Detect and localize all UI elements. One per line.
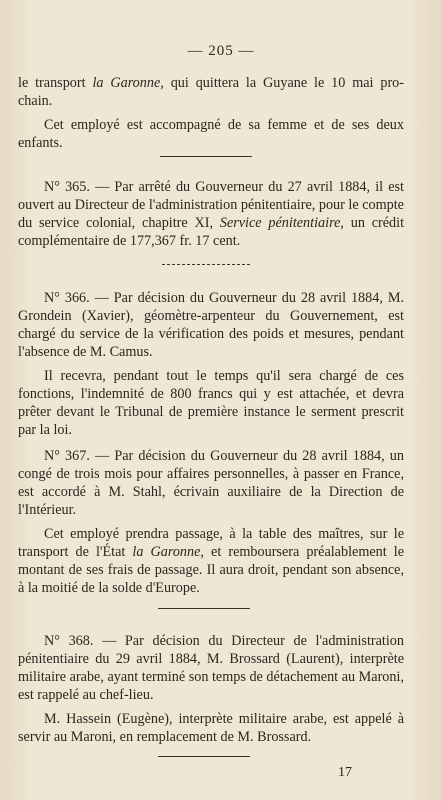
continuation-block	[18, 74, 404, 152]
entry-366-paragraph-2: Il recevra, pendant tout le temps qu'il sera chargé de ces fonctions, l'indemnité de 800 francs qui y est attachée, et devra prêter devant le Tribunal de première instance le serment prescrit par la loi.	[18, 368, 404, 438]
entry-365-text	[18, 178, 404, 250]
entry-367-paragraph-1: N° 367. — Par décision du Gouverneur du 28 avril 1884, un congé de trois mois pour affaires personnelles, à passer en France, est accordé à M. Stahl, écrivain auxiliaire de la Direction de l'Intérieur.	[18, 448, 404, 518]
separator-rule	[162, 264, 250, 265]
continuation-text-c: chain.	[18, 93, 53, 109]
ship-name: la Garonne	[132, 544, 201, 560]
continuation-family-note: Cet employé est accompagné de sa femme et de ses deux enfants.	[18, 117, 404, 151]
page-number: — 205 —	[187, 43, 255, 59]
entry-368-paragraph-1: N° 368. — Par décision du Directeur de l'administration pénitentiaire du 29 avril 1884, M. Brossard (Laurent), interprète militaire arabe, ayant terminé son temps de détachement au Maroni, est rappelé au chef-lieu.	[18, 633, 404, 703]
continuation-text	[18, 74, 404, 110]
entry-365	[18, 178, 404, 250]
entry-368-paragraph-2: M. Hassein (Eugène), interprète militaire arabe, est appelé à servir au Maroni, en remplacement de M. Brossard.	[18, 711, 404, 745]
entry-367-text-b: , et remboursera préalablement le montant de ses frais de passage. Il aura droit, pendant son absence, à la moitié de la solde d'Europe.	[18, 544, 404, 596]
entry-367	[18, 447, 404, 597]
separator-rule	[158, 756, 250, 757]
ship-name: la Garonne	[92, 75, 161, 91]
entry-366	[18, 289, 404, 439]
entry-367-paragraph-2	[18, 525, 404, 597]
entry-367-text-a: Cet employé prendra passage, à la table des maîtres, sur le transport de l'État	[18, 526, 404, 560]
signature-mark: 17	[338, 765, 352, 780]
separator-rule	[158, 608, 250, 609]
entry-366-paragraph-1: N° 366. — Par décision du Gouverneur du 28 avril 1884, M. Grondein (Xavier), géomètre-arpenteur du Gouvernement, est chargé du service de la vérification des poids et mesures, pendant l'absence de M. Camus.	[18, 290, 404, 360]
entry-368	[18, 632, 404, 746]
entry-365-text-a: N° 365. — Par arrêté du Gouverneur du 27 avril 1884, il est ouvert au Directeur de l'administration pénitentiaire, pour le compte du service colonial, chapitre XI,	[18, 179, 404, 231]
entry-365-service: Service pénitentiaire	[219, 215, 341, 231]
continuation-text-a: le transport	[18, 75, 93, 91]
entry-365-text-b: , un crédit complémentaire de 177,367 fr. 17 cent.	[18, 215, 405, 249]
separator-rule	[160, 156, 252, 157]
continuation-text-b: , qui quittera la Guyane le 10 mai pro-	[160, 75, 404, 91]
